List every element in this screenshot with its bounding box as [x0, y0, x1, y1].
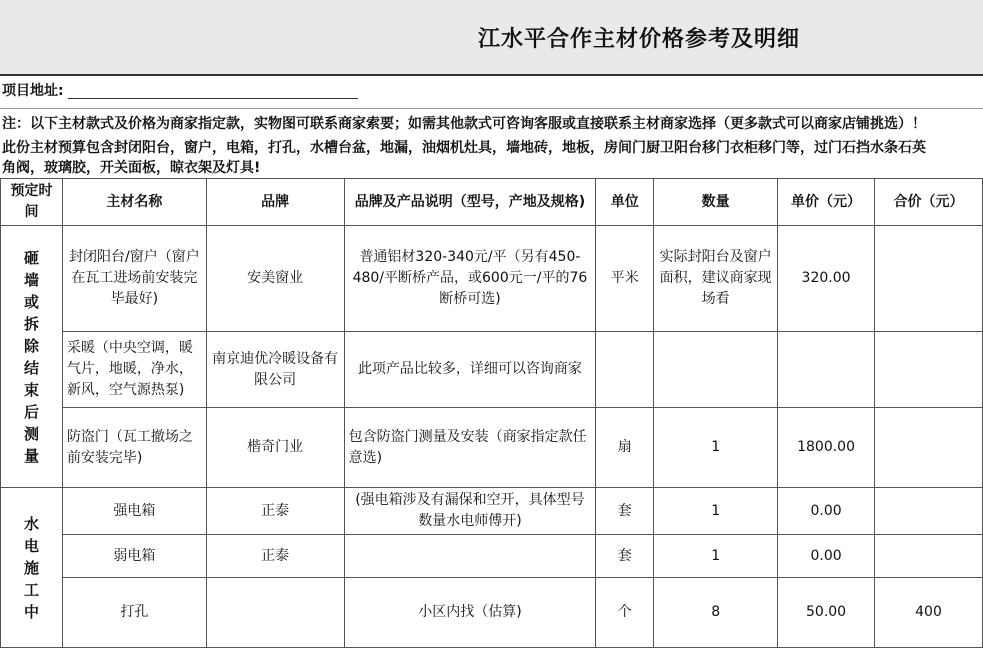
cell-total: 400 [875, 578, 983, 648]
project-address-line [68, 98, 358, 99]
cell-brand: 正泰 [206, 535, 344, 578]
note-line-2b: 角阀，玻璃胶，开关面板，晾衣架及灯具! [2, 160, 261, 176]
cell-price: 0.00 [778, 488, 875, 535]
cell-name: 封闭阳台/窗户（窗户在瓦工进场前安装完毕最好) [62, 226, 206, 332]
material-table [0, 178, 983, 648]
cell-unit: 平米 [596, 226, 654, 332]
cell-total [875, 408, 983, 488]
cell-total [875, 332, 983, 408]
note-line-2 [2, 138, 926, 178]
project-address-label: 项目地址: [2, 83, 64, 99]
cell-unit: 套 [596, 488, 654, 535]
cell-total [875, 488, 983, 535]
table-row [1, 535, 983, 578]
cell-desc: 普通铝材320-340元/平（另有450-480/平断桥产品，或600元一/平的76断桥可选) [344, 226, 596, 332]
cell-price: 1800.00 [778, 408, 875, 488]
cell-name: 打孔 [62, 578, 206, 648]
cell-price: 0.00 [778, 535, 875, 578]
header-qty: 数量 [654, 179, 778, 226]
cell-brand: 楷奇门业 [206, 408, 344, 488]
cell-name: 防盗门（瓦工撤场之前安装完毕) [62, 408, 206, 488]
cell-brand: 安美窗业 [206, 226, 344, 332]
table-row [1, 226, 983, 332]
cell-qty: 1 [654, 535, 778, 578]
cell-name: 弱电箱 [62, 535, 206, 578]
cell-desc: 包含防盗门测量及安装（商家指定款任意选) [344, 408, 596, 488]
note-line-2a: 此份主材预算包含封闭阳台，窗户，电箱，打孔，水槽台盆，地漏，油烟机灶具，墙地砖，地板，房间门厨卫阳台移门衣柜移门等，过门石挡水条石英 [2, 140, 926, 156]
title-bar [0, 0, 983, 76]
table-row [1, 488, 983, 535]
cell-desc: 此项产品比较多，详细可以咨询商家 [344, 332, 596, 408]
group-label-2 [1, 488, 63, 648]
table-row [1, 332, 983, 408]
cell-unit: 扇 [596, 408, 654, 488]
cell-qty: 1 [654, 488, 778, 535]
cell-price: 50.00 [778, 578, 875, 648]
note-line-1: 注：以下主材款式及价格为商家指定款，实物图可联系商家索要；如需其他款式可咨询客服或直接联系主材商家选择（更多款式可以商家店铺挑选）！ [2, 116, 926, 132]
group-label-1 [1, 226, 63, 488]
header-desc: 品牌及产品说明（型号，产地及规格) [344, 179, 596, 226]
header-price: 单价（元） [778, 179, 875, 226]
table-row [1, 408, 983, 488]
divider [0, 108, 983, 109]
cell-qty: 实际封阳台及窗户面积，建议商家现场看 [654, 226, 778, 332]
group-label-text: 砸墙或拆除结束后测量 [23, 248, 39, 465]
cell-price: 320.00 [778, 226, 875, 332]
cell-unit [596, 332, 654, 408]
header-name: 主材名称 [62, 179, 206, 226]
cell-unit: 套 [596, 535, 654, 578]
cell-name: 采暖（中央空调，暖气片，地暖，净水，新风，空气源热泵) [62, 332, 206, 408]
header-unit: 单位 [596, 179, 654, 226]
header-total: 合价（元） [875, 179, 983, 226]
cell-qty: 8 [654, 578, 778, 648]
header-time: 预定时间 [1, 179, 63, 226]
cell-desc [344, 535, 596, 578]
cell-qty [654, 332, 778, 408]
header-row [1, 179, 983, 226]
cell-desc: 小区内找（估算) [344, 578, 596, 648]
cell-total [875, 535, 983, 578]
page-title: 江水平合作主材价格参考及明细 [478, 27, 801, 52]
cell-price [778, 332, 875, 408]
cell-desc: (强电箱涉及有漏保和空开，具体型号数量水电师傅开) [344, 488, 596, 535]
group-label-text: 水电施工中 [23, 514, 39, 621]
cell-qty: 1 [654, 408, 778, 488]
cell-unit: 个 [596, 578, 654, 648]
cell-brand: 正泰 [206, 488, 344, 535]
cell-brand [206, 578, 344, 648]
cell-total [875, 226, 983, 332]
cell-name: 强电箱 [62, 488, 206, 535]
header-brand: 品牌 [206, 179, 344, 226]
cell-brand: 南京迪优冷暖设备有限公司 [206, 332, 344, 408]
table-row [1, 578, 983, 648]
